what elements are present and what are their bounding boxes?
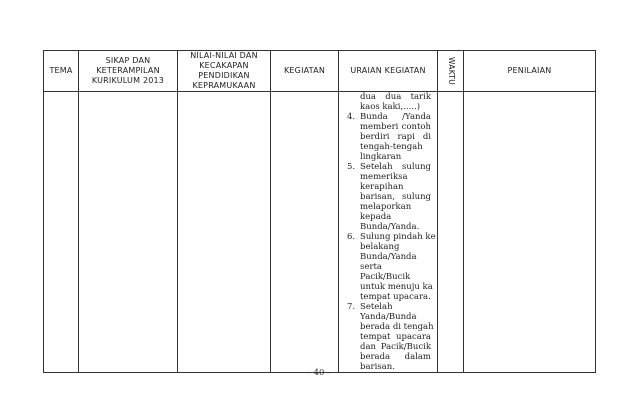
activity-table xyxy=(43,50,596,373)
header-kegiatan: KEGIATAN xyxy=(271,51,339,92)
table-row xyxy=(44,92,596,373)
cell-penilaian xyxy=(464,92,596,373)
cell-sikap xyxy=(79,92,178,373)
uraian-text xyxy=(339,92,437,372)
list-item: 4. Bunda /Yanda memberi contoh berdiri rapi di tengah-tengah lingkaran xyxy=(347,112,431,162)
uraian-line: kaos kaki,.....) xyxy=(360,102,421,112)
list-item: 5. Setelah sulung memeriksa kerapihan barisan, sulung melaporkan kepada Bunda/Yanda. xyxy=(347,162,431,232)
list-item: 7. Setelah Yanda/Bunda berada di tengah tempat upacara dan Pacik/Bucik berada dalam barisan. xyxy=(347,302,434,372)
cell-waktu xyxy=(438,92,464,373)
header-waktu: WAKTU xyxy=(438,51,464,92)
header-penilaian: PENILAIAN xyxy=(464,51,596,92)
list-item: 6. Sulung pindah ke belakang Bunda/Yanda serta Pacik/Bucik untuk menuju ka tempat upacara. xyxy=(347,232,436,302)
page-number: - 40 - xyxy=(308,368,330,378)
cell-uraian-kegiatan xyxy=(339,92,438,373)
header-nilai-kecakapan: NILAI-NILAI DAN KECAKAPAN PENDIDIKAN KEPRAMUKAAN xyxy=(178,51,271,92)
header-sikap-keterampilan: SIKAP DAN KETERAMPILAN KURIKULUM 2013 xyxy=(79,51,178,92)
cell-tema xyxy=(44,92,79,373)
header-row xyxy=(44,51,596,92)
header-uraian-kegiatan: URAIAN KEGIATAN xyxy=(339,51,438,92)
cell-kegiatan xyxy=(271,92,339,373)
uraian-line: dua dua tarik xyxy=(360,92,431,102)
cell-nilai xyxy=(178,92,271,373)
header-tema: TEMA xyxy=(44,51,79,92)
